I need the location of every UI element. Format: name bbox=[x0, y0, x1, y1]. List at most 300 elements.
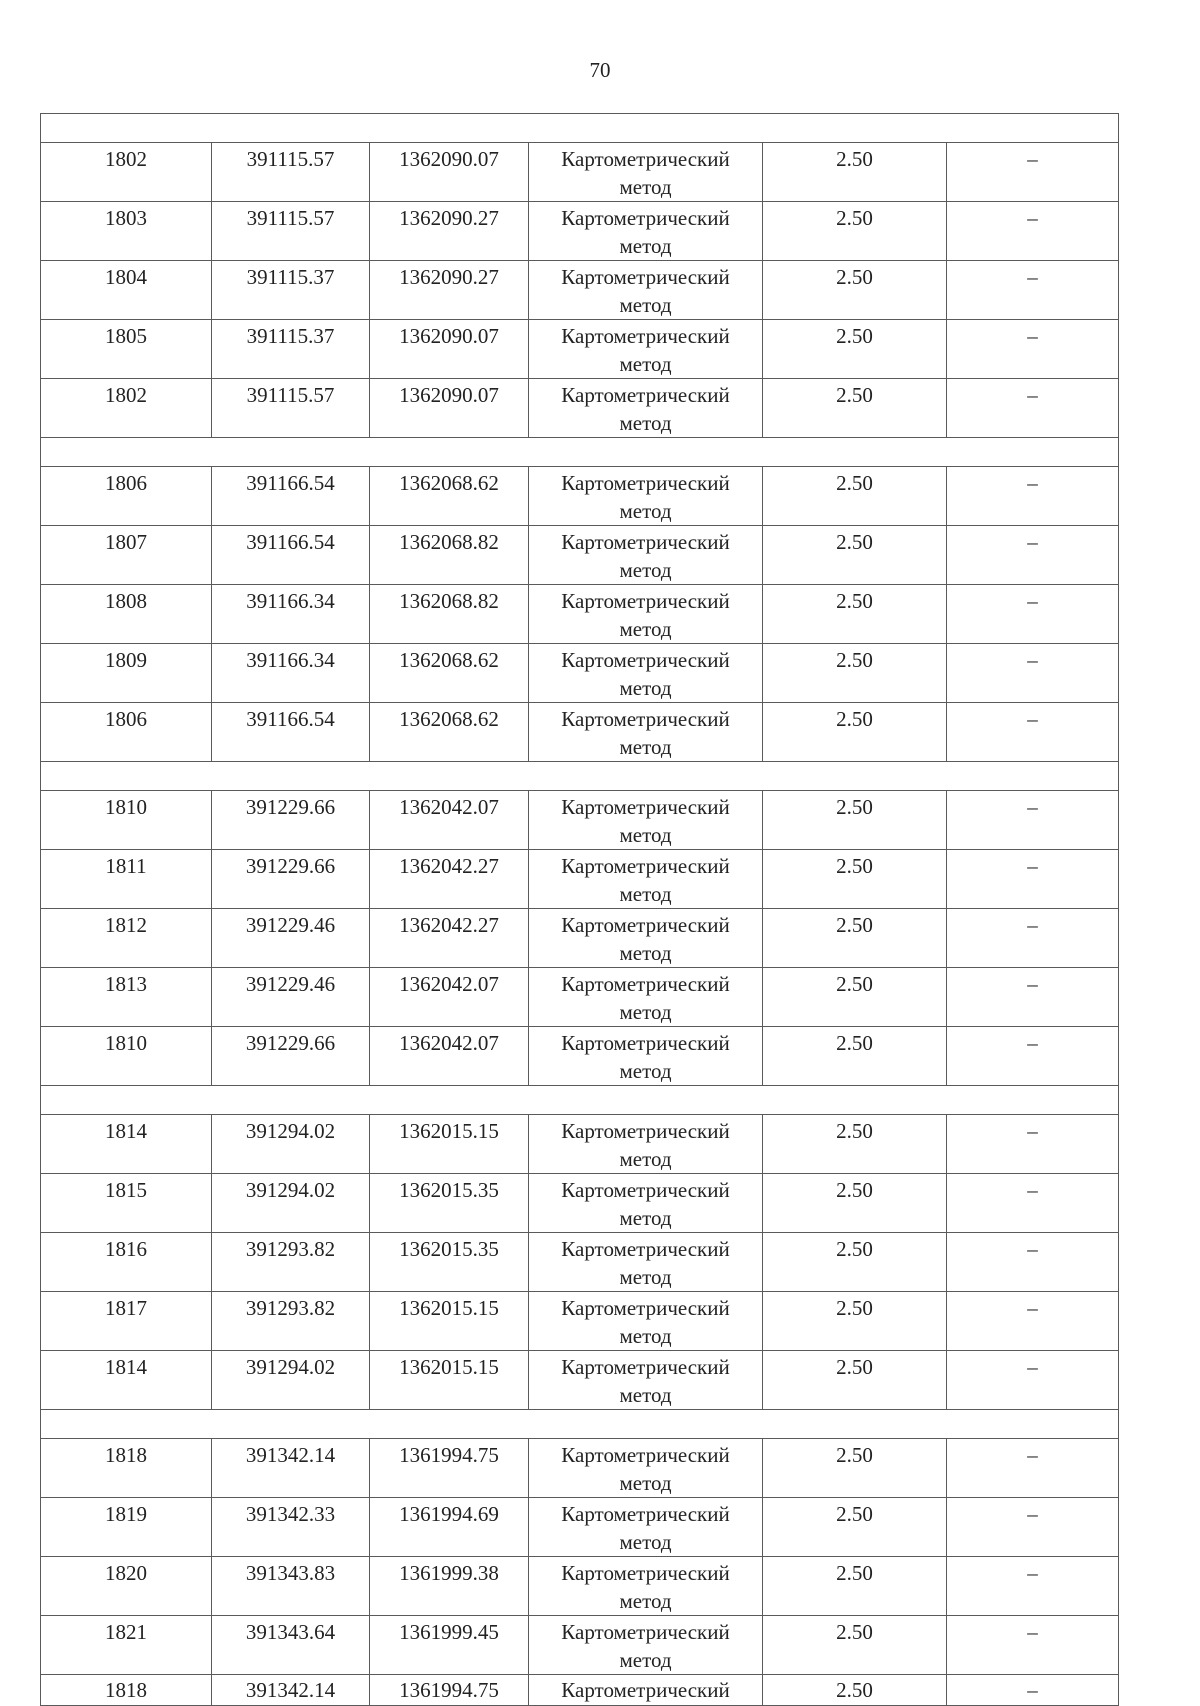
method-cell bbox=[529, 320, 763, 379]
method-text: Картометрический метод bbox=[561, 1561, 730, 1613]
accuracy-text: 2.50 bbox=[836, 471, 873, 495]
description-text: – bbox=[1027, 972, 1038, 996]
table-row bbox=[41, 143, 1119, 202]
contour-separator-row bbox=[41, 1410, 1119, 1439]
method-text: Картометрический метод bbox=[561, 1178, 730, 1230]
description-cell bbox=[947, 1439, 1119, 1498]
accuracy-text: 2.50 bbox=[836, 1620, 873, 1644]
accuracy-cell bbox=[763, 1675, 947, 1706]
contour-separator-row bbox=[41, 762, 1119, 791]
point-number-text: 1816 bbox=[105, 1237, 147, 1261]
method-text: Картометрический метод bbox=[561, 795, 730, 847]
point-number-cell bbox=[41, 1115, 212, 1174]
description-cell bbox=[947, 1174, 1119, 1233]
table-row bbox=[41, 1498, 1119, 1557]
y-coordinate-cell bbox=[370, 1351, 529, 1410]
x-coordinate-text: 391229.66 bbox=[245, 795, 336, 819]
y-coordinate-text: 1361994.75 bbox=[399, 1443, 499, 1467]
y-coordinate-text: 1362068.62 bbox=[399, 471, 499, 495]
method-cell bbox=[529, 644, 763, 703]
table-row bbox=[41, 585, 1119, 644]
point-number-text: 1812 bbox=[105, 913, 147, 937]
x-coordinate-cell bbox=[212, 467, 370, 526]
method-cell bbox=[529, 791, 763, 850]
x-coordinate-cell bbox=[212, 1027, 370, 1086]
point-number-text: 1806 bbox=[105, 707, 147, 731]
accuracy-cell bbox=[763, 1557, 947, 1616]
y-coordinate-cell bbox=[370, 1439, 529, 1498]
accuracy-text: 2.50 bbox=[836, 1296, 873, 1320]
x-coordinate-text: 391229.46 bbox=[245, 972, 336, 996]
point-number-text: 1810 bbox=[105, 1031, 147, 1055]
y-coordinate-text: 1362090.27 bbox=[399, 265, 499, 289]
y-coordinate-cell bbox=[370, 791, 529, 850]
point-number-cell bbox=[41, 261, 212, 320]
accuracy-text: 2.50 bbox=[836, 913, 873, 937]
accuracy-text: 2.50 bbox=[836, 206, 873, 230]
y-coordinate-text: 1362015.15 bbox=[399, 1355, 499, 1379]
description-cell bbox=[947, 320, 1119, 379]
point-number-text: 1818 bbox=[105, 1443, 147, 1467]
accuracy-cell bbox=[763, 467, 947, 526]
x-coordinate-cell bbox=[212, 526, 370, 585]
contour-separator-cell bbox=[41, 1086, 1119, 1115]
accuracy-cell bbox=[763, 1439, 947, 1498]
method-cell bbox=[529, 585, 763, 644]
y-coordinate-cell bbox=[370, 1174, 529, 1233]
x-coordinate-text: 391115.57 bbox=[246, 147, 335, 171]
accuracy-cell bbox=[763, 143, 947, 202]
method-text: Картометрический метод bbox=[561, 972, 730, 1024]
y-coordinate-cell bbox=[370, 1027, 529, 1086]
table-row bbox=[41, 1027, 1119, 1086]
point-number-cell bbox=[41, 1439, 212, 1498]
point-number-text: 1810 bbox=[105, 795, 147, 819]
y-coordinate-text: 1362042.27 bbox=[399, 854, 499, 878]
accuracy-text: 2.50 bbox=[836, 147, 873, 171]
description-cell bbox=[947, 1351, 1119, 1410]
accuracy-cell bbox=[763, 909, 947, 968]
table-row bbox=[41, 202, 1119, 261]
method-cell bbox=[529, 379, 763, 438]
method-cell bbox=[529, 1351, 763, 1410]
method-cell bbox=[529, 1292, 763, 1351]
table-row bbox=[41, 1292, 1119, 1351]
table-row bbox=[41, 1616, 1119, 1675]
y-coordinate-text: 1362068.82 bbox=[399, 589, 499, 613]
x-coordinate-text: 391294.02 bbox=[245, 1119, 336, 1143]
y-coordinate-cell bbox=[370, 1292, 529, 1351]
description-cell bbox=[947, 1675, 1119, 1706]
y-coordinate-cell bbox=[370, 1115, 529, 1174]
accuracy-cell bbox=[763, 1351, 947, 1410]
table-row bbox=[41, 1233, 1119, 1292]
description-text: – bbox=[1027, 1620, 1038, 1644]
accuracy-cell bbox=[763, 1616, 947, 1675]
point-number-cell bbox=[41, 644, 212, 703]
point-number-text: 1802 bbox=[105, 383, 147, 407]
y-coordinate-text: 1362090.07 bbox=[399, 383, 499, 407]
method-text: Картометрический метод bbox=[561, 1620, 730, 1672]
accuracy-text: 2.50 bbox=[836, 589, 873, 613]
description-text: – bbox=[1027, 589, 1038, 613]
accuracy-cell bbox=[763, 320, 947, 379]
table-row bbox=[41, 261, 1119, 320]
point-number-cell bbox=[41, 1292, 212, 1351]
description-cell bbox=[947, 1557, 1119, 1616]
accuracy-cell bbox=[763, 1174, 947, 1233]
x-coordinate-cell bbox=[212, 379, 370, 438]
x-coordinate-cell bbox=[212, 968, 370, 1027]
accuracy-text: 2.50 bbox=[836, 1031, 873, 1055]
description-cell bbox=[947, 909, 1119, 968]
y-coordinate-cell bbox=[370, 644, 529, 703]
y-coordinate-text: 1362090.07 bbox=[399, 324, 499, 348]
point-number-cell bbox=[41, 1027, 212, 1086]
table-row bbox=[41, 467, 1119, 526]
x-coordinate-text: 391293.82 bbox=[245, 1296, 336, 1320]
x-coordinate-text: 391166.54 bbox=[246, 471, 335, 495]
x-coordinate-cell bbox=[212, 143, 370, 202]
point-number-text: 1814 bbox=[105, 1119, 147, 1143]
y-coordinate-text: 1361999.45 bbox=[399, 1620, 499, 1644]
point-number-cell bbox=[41, 320, 212, 379]
description-text: – bbox=[1027, 1678, 1038, 1702]
method-cell bbox=[529, 1233, 763, 1292]
table-row bbox=[41, 379, 1119, 438]
y-coordinate-cell bbox=[370, 202, 529, 261]
description-text: – bbox=[1027, 913, 1038, 937]
description-text: – bbox=[1027, 1237, 1038, 1261]
description-cell bbox=[947, 585, 1119, 644]
x-coordinate-cell bbox=[212, 1233, 370, 1292]
accuracy-text: 2.50 bbox=[836, 265, 873, 289]
accuracy-cell bbox=[763, 791, 947, 850]
x-coordinate-text: 391343.83 bbox=[245, 1561, 336, 1585]
x-coordinate-text: 391342.33 bbox=[245, 1502, 336, 1526]
accuracy-text: 2.50 bbox=[836, 1355, 873, 1379]
x-coordinate-cell bbox=[212, 1557, 370, 1616]
accuracy-cell bbox=[763, 968, 947, 1027]
description-cell bbox=[947, 261, 1119, 320]
accuracy-text: 2.50 bbox=[836, 1561, 873, 1585]
description-text: – bbox=[1027, 1031, 1038, 1055]
point-number-text: 1815 bbox=[105, 1178, 147, 1202]
x-coordinate-text: 391115.37 bbox=[246, 324, 335, 348]
point-number-text: 1811 bbox=[105, 854, 147, 878]
point-number-cell bbox=[41, 1557, 212, 1616]
accuracy-text: 2.50 bbox=[836, 1678, 873, 1702]
x-coordinate-cell bbox=[212, 1616, 370, 1675]
accuracy-cell bbox=[763, 1115, 947, 1174]
contour-separator-cell bbox=[41, 114, 1119, 143]
point-number-text: 1803 bbox=[105, 206, 147, 230]
contour-separator-cell bbox=[41, 438, 1119, 467]
description-text: – bbox=[1027, 1443, 1038, 1467]
method-cell bbox=[529, 703, 763, 762]
method-text: Картометрический метод bbox=[561, 530, 730, 582]
y-coordinate-cell bbox=[370, 909, 529, 968]
point-number-text: 1817 bbox=[105, 1296, 147, 1320]
y-coordinate-cell bbox=[370, 1498, 529, 1557]
method-cell bbox=[529, 850, 763, 909]
x-coordinate-text: 391229.46 bbox=[245, 913, 336, 937]
accuracy-cell bbox=[763, 1292, 947, 1351]
y-coordinate-cell bbox=[370, 850, 529, 909]
method-text: Картометрический метод bbox=[561, 1031, 730, 1083]
method-cell bbox=[529, 909, 763, 968]
y-coordinate-text: 1362015.15 bbox=[399, 1119, 499, 1143]
point-number-cell bbox=[41, 379, 212, 438]
x-coordinate-text: 391166.54 bbox=[246, 707, 335, 731]
x-coordinate-cell bbox=[212, 1292, 370, 1351]
x-coordinate-text: 391293.82 bbox=[245, 1237, 336, 1261]
x-coordinate-cell bbox=[212, 644, 370, 703]
description-cell bbox=[947, 379, 1119, 438]
point-number-text: 1808 bbox=[105, 589, 147, 613]
page-number: 70 bbox=[589, 58, 611, 82]
point-number-cell bbox=[41, 1675, 212, 1706]
description-cell bbox=[947, 1498, 1119, 1557]
point-number-cell bbox=[41, 968, 212, 1027]
method-text: Картометрический метод bbox=[561, 1119, 730, 1171]
x-coordinate-cell bbox=[212, 850, 370, 909]
coordinates-table-body bbox=[41, 114, 1119, 1706]
method-text: Картометрический bbox=[561, 1678, 730, 1702]
point-number-text: 1818 bbox=[105, 1678, 147, 1702]
method-cell bbox=[529, 1174, 763, 1233]
accuracy-cell bbox=[763, 1498, 947, 1557]
accuracy-cell bbox=[763, 526, 947, 585]
method-cell bbox=[529, 1115, 763, 1174]
point-number-cell bbox=[41, 1233, 212, 1292]
accuracy-cell bbox=[763, 202, 947, 261]
y-coordinate-cell bbox=[370, 1616, 529, 1675]
x-coordinate-text: 391115.57 bbox=[246, 383, 335, 407]
point-number-cell bbox=[41, 202, 212, 261]
method-cell bbox=[529, 1557, 763, 1616]
point-number-text: 1813 bbox=[105, 972, 147, 996]
y-coordinate-cell bbox=[370, 320, 529, 379]
method-text: Картометрический метод bbox=[561, 471, 730, 523]
accuracy-text: 2.50 bbox=[836, 530, 873, 554]
table-row bbox=[41, 1174, 1119, 1233]
x-coordinate-text: 391343.64 bbox=[245, 1620, 336, 1644]
description-text: – bbox=[1027, 383, 1038, 407]
accuracy-text: 2.50 bbox=[836, 854, 873, 878]
description-cell bbox=[947, 143, 1119, 202]
accuracy-text: 2.50 bbox=[836, 1502, 873, 1526]
point-number-cell bbox=[41, 791, 212, 850]
x-coordinate-cell bbox=[212, 909, 370, 968]
y-coordinate-text: 1362068.62 bbox=[399, 648, 499, 672]
accuracy-cell bbox=[763, 261, 947, 320]
description-text: – bbox=[1027, 854, 1038, 878]
accuracy-text: 2.50 bbox=[836, 383, 873, 407]
x-coordinate-text: 391166.34 bbox=[246, 648, 335, 672]
accuracy-cell bbox=[763, 585, 947, 644]
point-number-cell bbox=[41, 143, 212, 202]
contour-separator-row bbox=[41, 438, 1119, 467]
description-text: – bbox=[1027, 1561, 1038, 1585]
method-text: Картометрический метод bbox=[561, 589, 730, 641]
point-number-cell bbox=[41, 909, 212, 968]
accuracy-text: 2.50 bbox=[836, 972, 873, 996]
method-cell bbox=[529, 261, 763, 320]
y-coordinate-cell bbox=[370, 379, 529, 438]
point-number-text: 1805 bbox=[105, 324, 147, 348]
table-row bbox=[41, 1351, 1119, 1410]
description-cell bbox=[947, 703, 1119, 762]
table-row bbox=[41, 1557, 1119, 1616]
table-row bbox=[41, 644, 1119, 703]
point-number-cell bbox=[41, 703, 212, 762]
description-text: – bbox=[1027, 324, 1038, 348]
method-text: Картометрический метод bbox=[561, 1237, 730, 1289]
method-text: Картометрический метод bbox=[561, 1443, 730, 1495]
x-coordinate-text: 391166.54 bbox=[246, 530, 335, 554]
accuracy-cell bbox=[763, 379, 947, 438]
accuracy-cell bbox=[763, 644, 947, 703]
x-coordinate-cell bbox=[212, 1498, 370, 1557]
table-row bbox=[41, 1115, 1119, 1174]
y-coordinate-cell bbox=[370, 703, 529, 762]
method-text: Картометрический метод bbox=[561, 206, 730, 258]
y-coordinate-text: 1361994.69 bbox=[399, 1502, 499, 1526]
y-coordinate-text: 1362015.15 bbox=[399, 1296, 499, 1320]
description-text: – bbox=[1027, 147, 1038, 171]
method-cell bbox=[529, 968, 763, 1027]
point-number-cell bbox=[41, 1616, 212, 1675]
x-coordinate-cell bbox=[212, 202, 370, 261]
y-coordinate-text: 1362015.35 bbox=[399, 1237, 499, 1261]
method-cell bbox=[529, 1616, 763, 1675]
description-cell bbox=[947, 1616, 1119, 1675]
point-number-cell bbox=[41, 850, 212, 909]
x-coordinate-text: 391294.02 bbox=[245, 1178, 336, 1202]
accuracy-cell bbox=[763, 1027, 947, 1086]
point-number-cell bbox=[41, 585, 212, 644]
x-coordinate-cell bbox=[212, 703, 370, 762]
method-cell bbox=[529, 526, 763, 585]
y-coordinate-cell bbox=[370, 143, 529, 202]
y-coordinate-text: 1362090.07 bbox=[399, 147, 499, 171]
description-text: – bbox=[1027, 530, 1038, 554]
description-text: – bbox=[1027, 1296, 1038, 1320]
method-text: Картометрический метод bbox=[561, 324, 730, 376]
description-text: – bbox=[1027, 1502, 1038, 1526]
method-text: Картометрический метод bbox=[561, 707, 730, 759]
method-cell bbox=[529, 1675, 763, 1706]
table-row bbox=[41, 850, 1119, 909]
table-row bbox=[41, 968, 1119, 1027]
description-text: – bbox=[1027, 206, 1038, 230]
description-cell bbox=[947, 202, 1119, 261]
contour-separator-cell bbox=[41, 1410, 1119, 1439]
x-coordinate-text: 391229.66 bbox=[245, 1031, 336, 1055]
point-number-cell bbox=[41, 526, 212, 585]
table-row bbox=[41, 526, 1119, 585]
method-text: Картометрический метод bbox=[561, 1502, 730, 1554]
point-number-text: 1814 bbox=[105, 1355, 147, 1379]
description-cell bbox=[947, 791, 1119, 850]
y-coordinate-cell bbox=[370, 467, 529, 526]
table-row bbox=[41, 320, 1119, 379]
description-text: – bbox=[1027, 265, 1038, 289]
y-coordinate-text: 1362090.27 bbox=[399, 206, 499, 230]
point-number-cell bbox=[41, 1174, 212, 1233]
x-coordinate-text: 391115.37 bbox=[246, 265, 335, 289]
point-number-cell bbox=[41, 467, 212, 526]
y-coordinate-cell bbox=[370, 526, 529, 585]
description-text: – bbox=[1027, 707, 1038, 731]
y-coordinate-cell bbox=[370, 261, 529, 320]
table-row bbox=[41, 1675, 1119, 1706]
accuracy-text: 2.50 bbox=[836, 707, 873, 731]
point-number-cell bbox=[41, 1351, 212, 1410]
accuracy-cell bbox=[763, 703, 947, 762]
table-row bbox=[41, 791, 1119, 850]
method-cell bbox=[529, 467, 763, 526]
accuracy-text: 2.50 bbox=[836, 324, 873, 348]
y-coordinate-cell bbox=[370, 968, 529, 1027]
description-text: – bbox=[1027, 1178, 1038, 1202]
point-number-text: 1809 bbox=[105, 648, 147, 672]
contour-separator-row bbox=[41, 114, 1119, 143]
y-coordinate-text: 1362042.07 bbox=[399, 1031, 499, 1055]
y-coordinate-text: 1362068.62 bbox=[399, 707, 499, 731]
method-text: Картометрический метод bbox=[561, 854, 730, 906]
description-text: – bbox=[1027, 1119, 1038, 1143]
method-cell bbox=[529, 1027, 763, 1086]
point-number-text: 1806 bbox=[105, 471, 147, 495]
y-coordinate-text: 1361994.75 bbox=[399, 1678, 499, 1702]
point-number-text: 1820 bbox=[105, 1561, 147, 1585]
y-coordinate-text: 1361999.38 bbox=[399, 1561, 499, 1585]
x-coordinate-cell bbox=[212, 791, 370, 850]
coordinates-table bbox=[40, 113, 1119, 1706]
table-row bbox=[41, 909, 1119, 968]
x-coordinate-text: 391342.14 bbox=[245, 1443, 336, 1467]
point-number-text: 1802 bbox=[105, 147, 147, 171]
method-text: Картометрический метод bbox=[561, 648, 730, 700]
method-cell bbox=[529, 1439, 763, 1498]
y-coordinate-text: 1362042.07 bbox=[399, 972, 499, 996]
x-coordinate-text: 391342.14 bbox=[245, 1678, 336, 1702]
description-text: – bbox=[1027, 471, 1038, 495]
y-coordinate-text: 1362015.35 bbox=[399, 1178, 499, 1202]
accuracy-cell bbox=[763, 1233, 947, 1292]
point-number-text: 1807 bbox=[105, 530, 147, 554]
accuracy-text: 2.50 bbox=[836, 795, 873, 819]
description-text: – bbox=[1027, 1355, 1038, 1379]
method-text: Картометрический метод bbox=[561, 1296, 730, 1348]
description-cell bbox=[947, 1233, 1119, 1292]
description-cell bbox=[947, 644, 1119, 703]
y-coordinate-cell bbox=[370, 585, 529, 644]
method-text: Картометрический метод bbox=[561, 913, 730, 965]
description-cell bbox=[947, 1292, 1119, 1351]
contour-separator-row bbox=[41, 1086, 1119, 1115]
y-coordinate-cell bbox=[370, 1233, 529, 1292]
method-text: Картометрический метод bbox=[561, 147, 730, 199]
description-cell bbox=[947, 968, 1119, 1027]
description-text: – bbox=[1027, 795, 1038, 819]
x-coordinate-cell bbox=[212, 1675, 370, 1706]
y-coordinate-cell bbox=[370, 1557, 529, 1616]
x-coordinate-cell bbox=[212, 1351, 370, 1410]
method-cell bbox=[529, 143, 763, 202]
